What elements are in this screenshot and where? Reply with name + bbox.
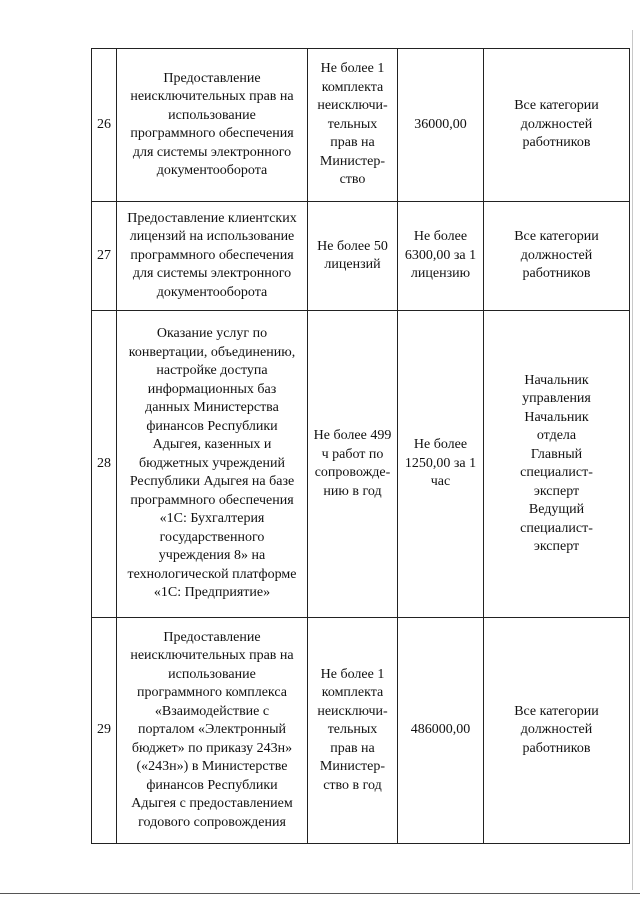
service-name-cell — [117, 202, 308, 311]
price-line: час — [430, 474, 451, 490]
price-line: Не более — [413, 437, 468, 453]
service-name-line: Предоставление — [163, 629, 261, 645]
quantity-line: Министер- — [319, 153, 386, 169]
position-category-line: должностей — [520, 247, 593, 263]
quantity-line: неисключи- — [317, 98, 388, 114]
service-name-line: программного обеспечения — [130, 247, 294, 263]
table-row — [92, 49, 630, 202]
row-number-cell — [92, 202, 117, 311]
row-number: 28 — [97, 455, 111, 471]
norms-table — [91, 48, 630, 844]
service-name-line: годового сопровождения — [138, 814, 286, 830]
row-number-cell — [92, 49, 117, 202]
row-number-cell — [92, 311, 117, 618]
position-category-line: управления — [522, 391, 591, 406]
price-line: Не более — [413, 229, 468, 245]
quantity-line: комплекта — [321, 685, 384, 701]
service-name-line: учреждения 8» на — [158, 548, 266, 564]
service-name-line: для системы электронного — [132, 266, 292, 282]
service-name-line: неисключительных прав на — [130, 89, 294, 104]
service-name-line: Республики Адыгея на базе — [129, 474, 295, 490]
price-line: 1250,00 за 1 — [404, 455, 477, 471]
service-name-line: настройке доступа — [156, 363, 268, 379]
service-name-line: программного обеспечения — [130, 126, 294, 141]
service-name-cell — [117, 49, 308, 202]
position-category-line: Ведущий — [528, 502, 585, 517]
quantity-line: неисключи- — [317, 703, 388, 719]
position-category-line: Начальник — [524, 409, 589, 425]
position-category-cell — [484, 202, 630, 311]
position-category-line: работников — [522, 135, 591, 151]
service-name-line: данных Министерства — [145, 400, 279, 416]
position-category-line: специалист- — [520, 465, 593, 480]
price-line: 6300,00 за 1 — [404, 247, 477, 263]
quantity-line: сопровожде- — [314, 465, 391, 480]
service-name-cell — [117, 311, 308, 618]
position-category-cell — [484, 49, 630, 202]
service-name-line: бюджет» по приказу 243н» — [131, 740, 293, 756]
service-name-line: «1С: Бухгалтерия — [159, 511, 265, 527]
position-category-line: Главный — [530, 446, 583, 462]
quantity-line: прав на — [330, 740, 375, 756]
quantity-line: ч работ по — [321, 446, 384, 462]
quantity-line: лицензий — [324, 257, 381, 272]
quantity-line: ство — [339, 172, 366, 188]
service-name-line: Адыгея, казенных и — [152, 437, 272, 453]
row-number: 27 — [97, 247, 111, 263]
quantity-line: прав на — [330, 135, 375, 151]
quantity-cell — [308, 311, 398, 618]
service-name-line: информационных баз — [147, 381, 277, 397]
position-category-line: эксперт — [533, 539, 580, 554]
position-category-line: работников — [522, 740, 591, 756]
service-name-line: Предоставление — [163, 70, 261, 86]
service-name-line: финансов Республики — [146, 418, 278, 434]
position-category-line: специалист- — [520, 520, 593, 536]
service-name-line: «1С: Предприятие» — [153, 585, 271, 601]
row-number: 29 — [97, 722, 111, 738]
quantity-line: Не более 1 — [320, 61, 385, 77]
quantity-line: комплекта — [321, 79, 384, 95]
quantity-line: ство в год — [323, 777, 382, 793]
price-cell — [398, 49, 484, 202]
service-name-line: порталом «Электронный — [137, 722, 287, 738]
service-name-line: использование — [168, 666, 256, 682]
service-name-line: использование — [168, 107, 256, 123]
service-name-line: Оказание услуг по — [156, 326, 268, 342]
quantity-line: тельных — [327, 116, 378, 132]
row-number-cell — [92, 618, 117, 844]
service-name-line: технологической платформе — [127, 566, 297, 582]
service-name-line: «Взаимодействие с — [154, 703, 270, 719]
scan-edge-line — [632, 30, 633, 890]
quantity-cell — [308, 49, 398, 202]
position-category-line: Все категории — [514, 703, 599, 719]
quantity-line: нию в год — [323, 483, 382, 499]
table-row — [92, 202, 630, 311]
position-category-line: Все категории — [514, 98, 599, 114]
price-cell — [398, 618, 484, 844]
price-cell — [398, 202, 484, 311]
service-name-line: программного комплекса — [137, 685, 287, 701]
table-row — [92, 311, 630, 618]
service-name-line: финансов Республики — [146, 777, 278, 793]
position-category-line: эксперт — [533, 483, 580, 499]
service-name-line: документооборота — [156, 284, 268, 300]
quantity-line: тельных — [327, 722, 378, 738]
service-name-line: Предоставление клиентских — [127, 210, 297, 226]
scan-bottom-line — [0, 893, 640, 894]
quantity-cell — [308, 202, 398, 311]
service-name-line: бюджетных учреждений — [139, 455, 285, 471]
quantity-line: Не более 50 — [317, 238, 388, 254]
service-name-line: неисключительных прав на — [130, 648, 294, 664]
table-row — [92, 618, 630, 844]
quantity-line: Не более 499 — [313, 428, 392, 443]
price-cell — [398, 311, 484, 618]
position-category-cell — [484, 311, 630, 618]
service-name-line: программного обеспечения — [130, 492, 294, 508]
service-name-line: государственного — [159, 529, 265, 545]
service-name-line: документооборота — [156, 163, 268, 178]
row-number: 26 — [97, 116, 111, 132]
service-name-line: Адыгея с предоставлением — [131, 796, 293, 812]
position-category-line: должностей — [520, 722, 593, 738]
quantity-line: Министер- — [319, 759, 386, 775]
position-category-line: должностей — [520, 116, 593, 132]
price-line: 486000,00 — [410, 722, 471, 738]
position-category-line: отдела — [536, 428, 577, 443]
quantity-line: Не более 1 — [320, 666, 385, 682]
service-name-line: конвертации, объединению, — [128, 344, 296, 360]
position-category-line: Все категории — [514, 229, 599, 245]
price-line: 36000,00 — [414, 116, 467, 132]
position-category-line: работников — [522, 266, 591, 282]
service-name-line: («243н») в Министерстве — [136, 759, 288, 775]
service-name-line: для системы электронного — [132, 144, 292, 160]
table-body — [92, 49, 630, 844]
service-name-cell — [117, 618, 308, 844]
price-line: лицензию — [410, 266, 471, 282]
quantity-cell — [308, 618, 398, 844]
service-name-line: лицензий на использование — [129, 229, 295, 245]
position-category-line: Начальник — [524, 372, 589, 388]
position-category-cell — [484, 618, 630, 844]
